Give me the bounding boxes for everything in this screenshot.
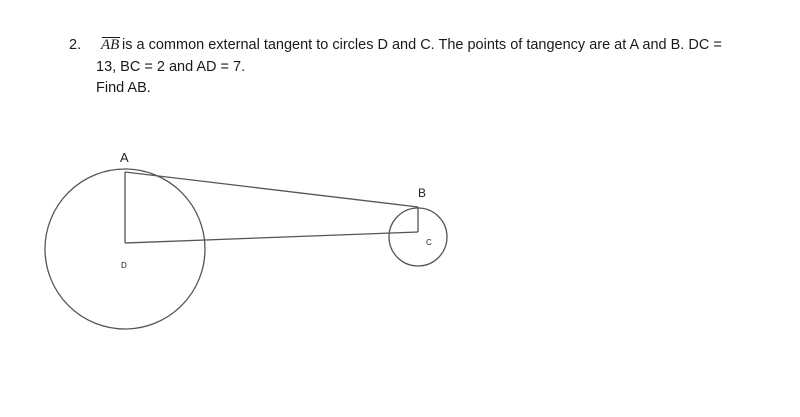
label-d: D — [121, 261, 127, 270]
tangent-segment-ab — [125, 172, 418, 207]
problem-question: Find AB. — [96, 80, 151, 96]
label-c: C — [426, 238, 432, 247]
center-segment-dc — [125, 232, 418, 243]
segment-label: AB — [101, 37, 120, 53]
problem-text-line-2: 13, BC = 2 and AD = 7. — [96, 59, 246, 75]
problem-text-line-1: is a common external tangent to circles D and C. The points of tangency are at A and B. DC = — [122, 37, 722, 53]
label-a: A — [120, 150, 129, 165]
problem-number: 2. — [69, 37, 82, 53]
label-b: B — [418, 186, 427, 200]
